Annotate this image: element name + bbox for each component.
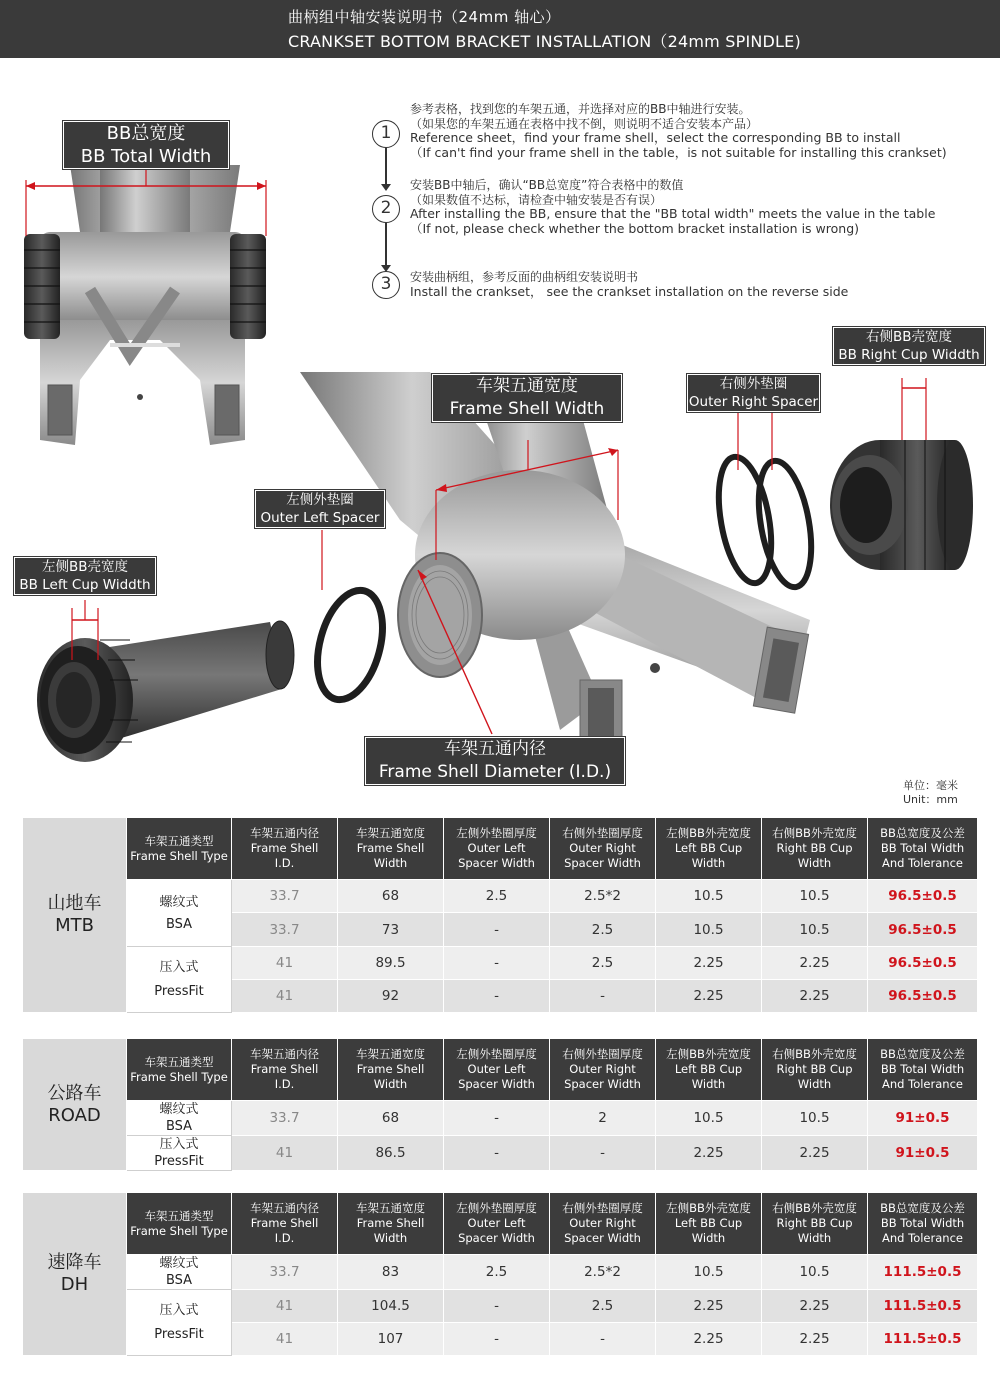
- value-cell: 2.5: [550, 913, 656, 947]
- total-width-cell: 96.5±0.5: [868, 880, 978, 913]
- value-cell: 10.5: [656, 913, 762, 947]
- header-en: Spacer Width: [458, 1231, 535, 1245]
- label-cn: 左侧外垫圈: [286, 492, 354, 508]
- header-cell: [444, 1039, 550, 1101]
- value-cell: -: [444, 1136, 550, 1171]
- value-cell: 2.25: [656, 1323, 762, 1356]
- value-cell: 10.5: [762, 880, 868, 913]
- header-en: Frame Shell: [250, 841, 319, 855]
- header-cn: 车架五通类型: [144, 1054, 214, 1069]
- value-cell: -: [550, 1323, 656, 1356]
- type-cell: [127, 947, 232, 1013]
- value-cell: 41: [232, 1136, 338, 1171]
- category-en: MTB: [55, 915, 94, 936]
- total-width-cell: 111.5±0.5: [868, 1323, 978, 1356]
- bottom-bracket-left-cup-illustration: [37, 600, 294, 762]
- bottom-bracket-right-cup-illustration: [830, 378, 973, 570]
- value-cell: -: [444, 947, 550, 980]
- step-1-en-line1: Reference sheet，find your frame shell，select the corresponding BB to install: [410, 130, 901, 145]
- header-cn: BB总宽度及公差: [880, 1201, 965, 1215]
- header-en: Outer Right: [569, 1062, 636, 1076]
- header-cn: 车架五通类型: [144, 833, 214, 848]
- value-cell: 2.5: [444, 880, 550, 913]
- category-cn: 山地车: [47, 893, 102, 914]
- header-cn: 车架五通内径: [250, 826, 319, 840]
- label-cn: 右侧外垫圈: [719, 376, 788, 392]
- label-cn: 右侧BB壳宽度: [865, 329, 953, 345]
- step-1-en-line2: （If can't find your frame shell in the table，is not suitable for installing this crankset): [410, 144, 947, 160]
- label-en: Outer Right Spacer: [688, 394, 819, 410]
- header-cell: [127, 1193, 232, 1255]
- label-outer-right-spacer: [687, 374, 820, 412]
- header-en: Left BB Cup: [674, 1062, 743, 1076]
- header-cn: 左侧外垫圈厚度: [456, 1201, 537, 1215]
- label-cn: 车架五通内径: [444, 739, 546, 759]
- value-cell: 89.5: [338, 947, 444, 980]
- header-cell: [762, 818, 868, 880]
- header-cell: [127, 818, 232, 880]
- header-cn: 车架五通类型: [144, 1208, 214, 1223]
- spacer-ring-illustration: [307, 530, 394, 707]
- header-cell: [868, 1039, 978, 1101]
- header-cn: 右侧BB外壳宽度: [772, 1201, 857, 1215]
- value-cell: 2.25: [762, 1290, 868, 1323]
- total-width-cell: 111.5±0.5: [868, 1290, 978, 1323]
- header-en: Width: [373, 856, 408, 870]
- header-cn: 车架五通宽度: [356, 1201, 425, 1215]
- step-1-cn-line1: 参考表格，找到您的车架五通，并选择对应的BB中轴进行安装。: [410, 102, 751, 116]
- type-en: BSA: [165, 1273, 193, 1288]
- step-2-text: [410, 178, 935, 236]
- type-cn: 压入式: [159, 1303, 199, 1318]
- header-cn: 右侧外垫圈厚度: [562, 826, 643, 840]
- total-width-cell: 111.5±0.5: [868, 1255, 978, 1290]
- value-cell: 83: [338, 1255, 444, 1290]
- table-row: [23, 1290, 978, 1323]
- dh-spec-table: [22, 1192, 978, 1356]
- value-cell: 33.7: [232, 1255, 338, 1290]
- header-cn: BB总宽度及公差: [880, 1047, 965, 1061]
- type-en: BSA: [165, 1119, 193, 1134]
- header-cn: BB总宽度及公差: [880, 826, 965, 840]
- header-cn: 左侧外垫圈厚度: [456, 826, 537, 840]
- step-number: 1: [372, 120, 400, 148]
- value-cell: 2.25: [762, 1136, 868, 1171]
- header-cell: [550, 818, 656, 880]
- type-en: PressFit: [154, 1327, 204, 1342]
- total-width-cell: 91±0.5: [868, 1101, 978, 1136]
- step-connector: [385, 148, 387, 188]
- label-bb-right-cup-width: [833, 327, 985, 365]
- value-cell: 107: [338, 1323, 444, 1356]
- table-row: [23, 947, 978, 980]
- header-en: Right BB Cup: [776, 1062, 853, 1076]
- unit-note: [903, 779, 958, 807]
- value-cell: 92: [338, 980, 444, 1013]
- page-title-cn: 曲柄组中轴安装说明书（24mm 轴心）: [288, 8, 561, 26]
- step-3-text: [410, 270, 848, 299]
- value-cell: -: [444, 980, 550, 1013]
- value-cell: 2.5: [444, 1255, 550, 1290]
- step-number: 2: [372, 195, 400, 223]
- header-en: Width: [797, 1231, 832, 1245]
- header-en: Width: [691, 1077, 726, 1091]
- unit-cn: 单位：毫米: [903, 779, 958, 792]
- value-cell: 2.25: [656, 1136, 762, 1171]
- label-outer-left-spacer: [255, 490, 385, 528]
- step-connector: [385, 223, 387, 269]
- value-cell: 10.5: [762, 1101, 868, 1136]
- header-cell: [550, 1193, 656, 1255]
- label-frame-shell-diameter: [365, 737, 625, 785]
- type-cn: 螺纹式: [159, 894, 199, 910]
- header-en: Spacer Width: [564, 1077, 641, 1091]
- header-cell: [550, 1039, 656, 1101]
- header-cell: [656, 1193, 762, 1255]
- header-en: Outer Left: [467, 841, 526, 855]
- arrow-down-icon: [381, 184, 391, 191]
- header-cn: 左侧BB外壳宽度: [666, 1047, 751, 1061]
- category-cell: [23, 1039, 127, 1171]
- step-1-cn-line2: （如果您的车架五通在表格中找不倒，则说明不适合安装本产品）: [410, 116, 759, 131]
- value-cell: 10.5: [656, 1255, 762, 1290]
- value-cell: 68: [338, 1101, 444, 1136]
- value-cell: -: [444, 913, 550, 947]
- header-en: And Tolerance: [882, 1231, 963, 1245]
- header-en: Width: [373, 1231, 408, 1245]
- header-cn: 右侧外垫圈厚度: [562, 1201, 643, 1215]
- value-cell: 2.25: [656, 980, 762, 1013]
- value-cell: 2: [550, 1101, 656, 1136]
- bb-frame-illustration: [24, 165, 266, 445]
- header-en: Frame Shell: [356, 1062, 425, 1076]
- header-en: I.D.: [274, 1231, 295, 1245]
- value-cell: 2.5*2: [550, 880, 656, 913]
- header-en: Frame Shell Type: [130, 848, 228, 863]
- table-row: [23, 1101, 978, 1136]
- header-cn: 右侧BB外壳宽度: [772, 826, 857, 840]
- header-en: BB Total Width: [880, 1216, 965, 1230]
- value-cell: -: [550, 1136, 656, 1171]
- label-en: BB Right Cup Widdth: [838, 347, 980, 363]
- header-cell: [444, 818, 550, 880]
- header-cell: [868, 1193, 978, 1255]
- unit-en: Unit：mm: [903, 793, 958, 806]
- header-en: Width: [691, 1231, 726, 1245]
- table-row: [23, 1136, 978, 1171]
- type-cn: 压入式: [159, 960, 199, 975]
- type-cn: 压入式: [159, 1137, 199, 1152]
- installation-steps: [370, 98, 990, 308]
- category-cell: [23, 1193, 127, 1356]
- table-row: [23, 1255, 978, 1290]
- header-cn: 左侧BB外壳宽度: [666, 826, 751, 840]
- label-frame-shell-width: [432, 374, 622, 422]
- step-2-cn-line1: 安装BB中轴后，确认“BB总宽度”符合表格中的数值: [410, 178, 684, 192]
- label-cn: 左侧BB壳宽度: [41, 559, 129, 575]
- header-cell: [868, 818, 978, 880]
- header-en: BB Total Width: [880, 1062, 965, 1076]
- header-cn: 右侧外垫圈厚度: [562, 1047, 643, 1061]
- header-en: Frame Shell Type: [130, 1069, 228, 1084]
- value-cell: -: [444, 1323, 550, 1356]
- type-cn: 螺纹式: [159, 1256, 199, 1271]
- header-en: Left BB Cup: [674, 1216, 743, 1230]
- header-en: Outer Right: [569, 841, 636, 855]
- header-en: Spacer Width: [458, 1077, 535, 1091]
- step-1-text: [410, 102, 947, 160]
- value-cell: 104.5: [338, 1290, 444, 1323]
- label-en: Frame Shell Diameter (I.D.): [378, 762, 612, 782]
- header-cn: 左侧外垫圈厚度: [456, 1047, 537, 1061]
- type-cn: 螺纹式: [159, 1102, 199, 1117]
- type-en: BSA: [165, 916, 193, 932]
- header-cell: [762, 1039, 868, 1101]
- value-cell: 86.5: [338, 1136, 444, 1171]
- category-en: ROAD: [48, 1104, 101, 1126]
- header-cn: 车架五通宽度: [356, 826, 425, 840]
- step-2-en-line2: （If not, please check whether the bottom bracket installation is wrong): [410, 220, 859, 236]
- label-bb-total-width: [63, 121, 229, 169]
- label-cn: 车架五通宽度: [476, 376, 578, 396]
- step-2-cn-line2: （如果数值不达标，请检查中轴安装是否有误）: [410, 192, 663, 207]
- value-cell: 2.25: [762, 980, 868, 1013]
- header-en: Spacer Width: [564, 856, 641, 870]
- header-en: Frame Shell: [250, 1062, 319, 1076]
- label-bb-left-cup-width: [14, 557, 156, 595]
- category-cn: 速降车: [47, 1252, 102, 1273]
- page-header: [0, 0, 1000, 58]
- category-en: DH: [60, 1274, 89, 1295]
- value-cell: 41: [232, 1290, 338, 1323]
- value-cell: 2.25: [656, 947, 762, 980]
- category-cn: 公路车: [47, 1082, 102, 1104]
- value-cell: 33.7: [232, 913, 338, 947]
- header-en: Outer Left: [467, 1062, 526, 1076]
- page-title-en: CRANKSET BOTTOM BRACKET INSTALLATION（24mm SPINDLE): [288, 32, 801, 51]
- type-cell: [127, 1136, 232, 1171]
- header-cn: 车架五通内径: [250, 1047, 319, 1061]
- total-width-cell: 96.5±0.5: [868, 913, 978, 947]
- value-cell: 41: [232, 947, 338, 980]
- type-cell: [127, 880, 232, 947]
- type-cell: [127, 1101, 232, 1136]
- value-cell: 73: [338, 913, 444, 947]
- header-en: I.D.: [274, 856, 295, 870]
- header-cell: [232, 818, 338, 880]
- header-en: And Tolerance: [882, 856, 963, 870]
- value-cell: 33.7: [232, 880, 338, 913]
- header-en: Right BB Cup: [776, 841, 853, 855]
- header-en: Frame Shell: [356, 1216, 425, 1230]
- value-cell: -: [550, 980, 656, 1013]
- spacer-ring-illustration: [710, 410, 819, 591]
- value-cell: -: [444, 1101, 550, 1136]
- type-cell: [127, 1255, 232, 1290]
- value-cell: 10.5: [762, 913, 868, 947]
- type-en: PressFit: [154, 984, 204, 999]
- header-en: Width: [691, 856, 726, 870]
- header-cn: 右侧BB外壳宽度: [772, 1047, 857, 1061]
- header-cell: [338, 1193, 444, 1255]
- header-cell: [232, 1039, 338, 1101]
- header-cell: [338, 818, 444, 880]
- header-en: Right BB Cup: [776, 1216, 853, 1230]
- category-cell: [23, 818, 127, 1013]
- value-cell: 10.5: [656, 880, 762, 913]
- step-3-cn-line1: 安装曲柄组，参考反面的曲柄组安装说明书: [410, 270, 639, 284]
- total-width-cell: 91±0.5: [868, 1136, 978, 1171]
- header-cn: 车架五通宽度: [356, 1047, 425, 1061]
- value-cell: 2.25: [762, 1323, 868, 1356]
- header-en: And Tolerance: [882, 1077, 963, 1091]
- header-cell: [127, 1039, 232, 1101]
- header-cell: [338, 1039, 444, 1101]
- table-row: [23, 880, 978, 913]
- label-en: BB Left Cup Widdth: [19, 577, 151, 593]
- value-cell: -: [444, 1290, 550, 1323]
- step-number: 3: [372, 271, 400, 299]
- value-cell: 2.5*2: [550, 1255, 656, 1290]
- step-2-en-line1: After installing the BB, ensure that the "BB total width" meets the value in the table: [410, 206, 936, 221]
- value-cell: 41: [232, 980, 338, 1013]
- value-cell: 2.5: [550, 1290, 656, 1323]
- mtb-spec-table: [22, 817, 978, 1013]
- header-en: Outer Left: [467, 1216, 526, 1230]
- total-width-cell: 96.5±0.5: [868, 980, 978, 1013]
- type-en: PressFit: [154, 1154, 204, 1169]
- value-cell: 10.5: [762, 1255, 868, 1290]
- type-cell: [127, 1290, 232, 1356]
- header-cell: [762, 1193, 868, 1255]
- header-en: BB Total Width: [880, 841, 965, 855]
- header-cell: [656, 1039, 762, 1101]
- header-en: Frame Shell: [250, 1216, 319, 1230]
- header-en: Frame Shell: [356, 841, 425, 855]
- header-en: Width: [373, 1077, 408, 1091]
- road-spec-table: [22, 1038, 978, 1171]
- header-en: Frame Shell Type: [130, 1223, 228, 1238]
- value-cell: 33.7: [232, 1101, 338, 1136]
- header-en: Width: [797, 1077, 832, 1091]
- header-cell: [444, 1193, 550, 1255]
- label-en: Outer Left Spacer: [260, 510, 380, 526]
- total-width-cell: 96.5±0.5: [868, 947, 978, 980]
- step-3-en-line1: Install the crankset， see the crankset installation on the reverse side: [410, 283, 849, 299]
- value-cell: 41: [232, 1323, 338, 1356]
- header-cn: 车架五通内径: [250, 1201, 319, 1215]
- label-en: BB Total Width: [80, 146, 212, 167]
- label-cn: BB总宽度: [106, 123, 186, 144]
- header-cell: [656, 818, 762, 880]
- header-en: Left BB Cup: [674, 841, 743, 855]
- value-cell: 10.5: [656, 1101, 762, 1136]
- value-cell: 2.25: [656, 1290, 762, 1323]
- header-en: Spacer Width: [564, 1231, 641, 1245]
- header-en: I.D.: [274, 1077, 295, 1091]
- header-cell: [232, 1193, 338, 1255]
- header-en: Spacer Width: [458, 856, 535, 870]
- value-cell: 2.5: [550, 947, 656, 980]
- header-en: Outer Right: [569, 1216, 636, 1230]
- value-cell: 68: [338, 880, 444, 913]
- label-en: Frame Shell Width: [449, 399, 605, 419]
- header-cn: 左侧BB外壳宽度: [666, 1201, 751, 1215]
- value-cell: 2.25: [762, 947, 868, 980]
- header-en: Width: [797, 856, 832, 870]
